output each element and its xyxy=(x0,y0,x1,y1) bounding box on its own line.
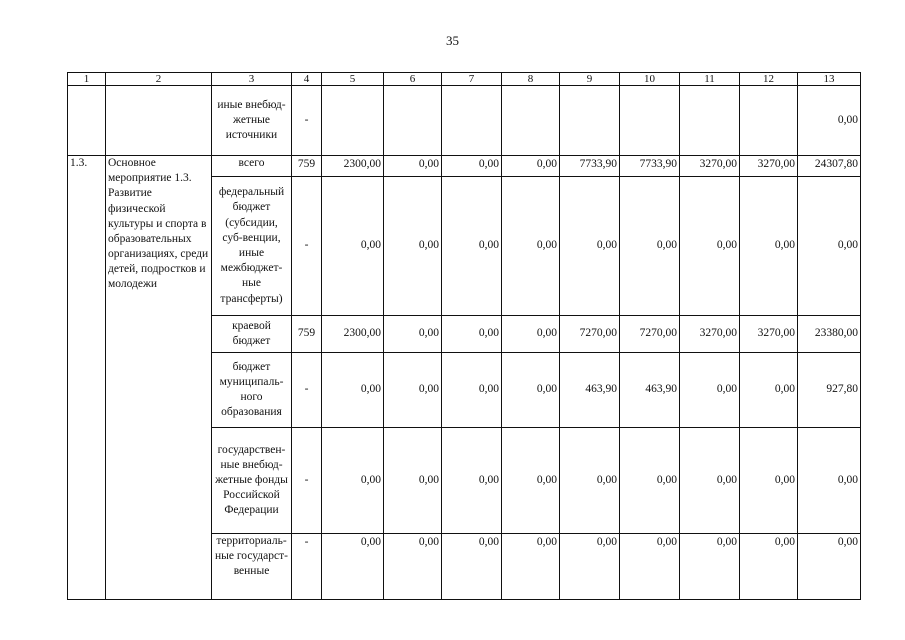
column-number: 9 xyxy=(560,73,620,86)
column-number: 11 xyxy=(680,73,740,86)
funding-source: иные внебюд-жетные источники xyxy=(212,86,292,156)
value-cell: 0,00 xyxy=(560,428,620,534)
funding-source: всего xyxy=(212,156,292,177)
value-cell: 3270,00 xyxy=(680,156,740,177)
value-cell: 23380,00 xyxy=(798,316,861,353)
value-cell: 0,00 xyxy=(322,177,384,316)
code-cell: - xyxy=(292,428,322,534)
value-cell: 0,00 xyxy=(620,534,680,600)
value-cell: 0,00 xyxy=(620,428,680,534)
code-cell: 759 xyxy=(292,156,322,177)
column-number: 13 xyxy=(798,73,861,86)
column-number: 12 xyxy=(740,73,798,86)
value-cell: 2300,00 xyxy=(322,316,384,353)
value-cell xyxy=(384,86,442,156)
value-cell: 0,00 xyxy=(680,353,740,428)
value-cell: 3270,00 xyxy=(740,156,798,177)
value-cell xyxy=(740,86,798,156)
value-cell: 7733,90 xyxy=(620,156,680,177)
value-cell: 0,00 xyxy=(740,353,798,428)
column-number: 2 xyxy=(106,73,212,86)
value-cell: 0,00 xyxy=(798,177,861,316)
value-cell xyxy=(442,86,502,156)
value-cell: 0,00 xyxy=(740,428,798,534)
value-cell: 0,00 xyxy=(322,353,384,428)
funding-source: территориаль-ные государст-венные xyxy=(212,534,292,600)
value-cell: 0,00 xyxy=(442,156,502,177)
code-cell: - xyxy=(292,534,322,600)
value-cell: 0,00 xyxy=(620,177,680,316)
value-cell: 0,00 xyxy=(502,316,560,353)
value-cell: 24307,80 xyxy=(798,156,861,177)
column-number-row xyxy=(68,73,861,86)
value-cell xyxy=(560,86,620,156)
value-cell: 0,00 xyxy=(740,534,798,600)
funding-source: бюджет муниципаль-ного образования xyxy=(212,353,292,428)
page-number: 35 xyxy=(446,33,459,48)
value-cell: 463,90 xyxy=(620,353,680,428)
value-cell: 0,00 xyxy=(442,316,502,353)
column-number: 7 xyxy=(442,73,502,86)
value-cell: 0,00 xyxy=(680,428,740,534)
value-cell: 7270,00 xyxy=(620,316,680,353)
code-cell: - xyxy=(292,86,322,156)
column-number: 3 xyxy=(212,73,292,86)
budget-table xyxy=(67,72,861,600)
value-cell xyxy=(502,86,560,156)
value-cell: 0,00 xyxy=(384,156,442,177)
value-cell: 0,00 xyxy=(560,177,620,316)
code-cell: - xyxy=(292,177,322,316)
value-cell: 0,00 xyxy=(740,177,798,316)
value-cell: 0,00 xyxy=(680,177,740,316)
code-cell: 759 xyxy=(292,316,322,353)
table-row xyxy=(68,86,861,156)
table-row xyxy=(68,156,861,177)
value-cell: 3270,00 xyxy=(740,316,798,353)
value-cell: 7270,00 xyxy=(560,316,620,353)
column-number: 8 xyxy=(502,73,560,86)
value-cell: 0,00 xyxy=(502,156,560,177)
value-cell: 0,00 xyxy=(442,534,502,600)
value-cell xyxy=(322,86,384,156)
value-cell: 0,00 xyxy=(680,534,740,600)
value-cell: 0,00 xyxy=(384,177,442,316)
measure-number: 1.3. xyxy=(68,156,106,600)
value-cell xyxy=(620,86,680,156)
value-cell: 0,00 xyxy=(442,177,502,316)
value-cell: 0,00 xyxy=(502,353,560,428)
value-cell: 0,00 xyxy=(322,428,384,534)
column-number: 5 xyxy=(322,73,384,86)
funding-source: федеральный бюджет (субсидии, суб-венции, иные межбюджет-ные трансферты) xyxy=(212,177,292,316)
value-cell: 0,00 xyxy=(502,534,560,600)
value-cell: 0,00 xyxy=(798,428,861,534)
value-cell xyxy=(680,86,740,156)
value-cell: 0,00 xyxy=(798,86,861,156)
value-cell: 0,00 xyxy=(442,428,502,534)
value-cell: 0,00 xyxy=(502,428,560,534)
measure-number-cell xyxy=(68,86,106,156)
column-number: 6 xyxy=(384,73,442,86)
value-cell: 0,00 xyxy=(560,534,620,600)
measure-name: Основное мероприятие 1.3. Развитие физической культуры и спорта в образовательных организациях, среди детей, подростков и молодежи xyxy=(106,156,212,600)
value-cell: 0,00 xyxy=(798,534,861,600)
value-cell: 3270,00 xyxy=(680,316,740,353)
code-cell: - xyxy=(292,353,322,428)
funding-source: государствен-ные внебюд-жетные фонды Российской Федерации xyxy=(212,428,292,534)
value-cell: 0,00 xyxy=(442,353,502,428)
column-number: 10 xyxy=(620,73,680,86)
value-cell: 0,00 xyxy=(384,534,442,600)
funding-source: краевой бюджет xyxy=(212,316,292,353)
value-cell: 0,00 xyxy=(502,177,560,316)
measure-name-cell xyxy=(106,86,212,156)
column-number: 1 xyxy=(68,73,106,86)
column-number: 4 xyxy=(292,73,322,86)
value-cell: 0,00 xyxy=(384,316,442,353)
value-cell: 0,00 xyxy=(384,353,442,428)
value-cell: 463,90 xyxy=(560,353,620,428)
value-cell: 7733,90 xyxy=(560,156,620,177)
value-cell: 0,00 xyxy=(384,428,442,534)
value-cell: 927,80 xyxy=(798,353,861,428)
value-cell: 0,00 xyxy=(322,534,384,600)
value-cell: 2300,00 xyxy=(322,156,384,177)
